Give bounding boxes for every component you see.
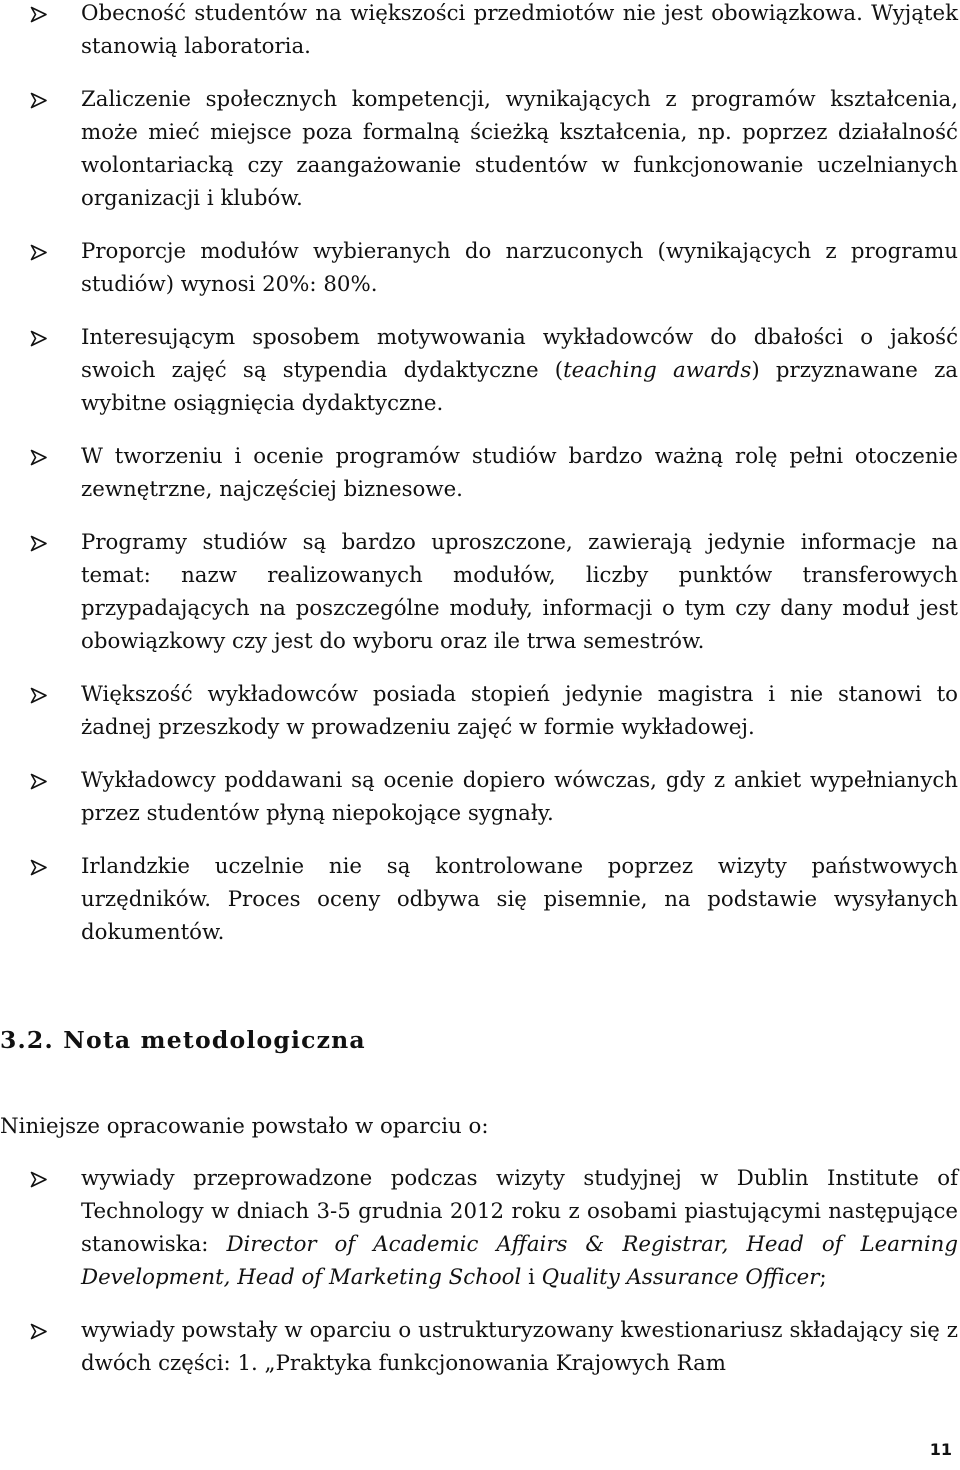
list-item-text: Irlandzkie uczelnie nie są kontrolowane poprzez wizyty państwowych urzędników. Proces oceny odbywa się pisemnie, na podstawie wysyłanych dokumentów.	[81, 854, 958, 945]
list-item	[0, 1314, 960, 1380]
section-number: 3.2.	[0, 1026, 54, 1054]
arrow-bullet-icon	[30, 330, 48, 347]
list-item-text: Wykładowcy poddawani są ocenie dopiero wówczas, gdy z ankiet wypełnianych przez studentów płyną niepokojące sygnały.	[81, 768, 958, 826]
italic-term: Quality Assurance Officer	[541, 1265, 820, 1290]
list-item	[0, 850, 960, 949]
list-item	[0, 321, 960, 420]
arrow-bullet-icon	[30, 1323, 48, 1340]
list-item-text: Proporcje modułów wybieranych do narzuconych (wynikających z programu studiów) wynosi 20%: 80%.	[81, 239, 958, 297]
section-intro: Niniejsze opracowanie powstało w oparciu o:	[0, 1114, 489, 1139]
text-run: ) przyznawane za wybitne osiągnięcia dydaktyczne.	[81, 358, 958, 416]
arrow-bullet-icon	[30, 449, 48, 466]
list-item	[0, 764, 960, 830]
list-item	[0, 83, 960, 215]
section-heading	[0, 1026, 366, 1054]
arrow-bullet-icon	[30, 6, 48, 23]
list-item	[0, 678, 960, 744]
bullet-list-bottom	[0, 1162, 960, 1400]
list-item	[0, 0, 960, 63]
list-item-text: wywiady powstały w oparciu o ustrukturyzowany kwestionariusz składający się z dwóch części: 1. „Praktyka funkcjonowania Krajowych Ram	[81, 1318, 958, 1376]
list-item	[0, 1162, 960, 1294]
arrow-bullet-icon	[30, 859, 48, 876]
page-number: 11	[929, 1440, 952, 1459]
arrow-bullet-icon	[30, 1171, 48, 1188]
italic-term: teaching awards	[563, 358, 752, 383]
arrow-bullet-icon	[30, 687, 48, 704]
list-item	[0, 526, 960, 658]
list-item	[0, 440, 960, 506]
section-title: Nota metodologiczna	[63, 1026, 366, 1054]
list-item-text: Obecność studentów na większości przedmiotów nie jest obowiązkowa. Wyjątek stanowią laboratoria.	[81, 1, 958, 59]
list-item-text: W tworzeniu i ocenie programów studiów bardzo ważną rolę pełni otoczenie zewnętrzne, najczęściej biznesowe.	[81, 444, 958, 502]
list-item-text	[81, 325, 958, 416]
text-run: ;	[819, 1265, 827, 1290]
list-item-text: Programy studiów są bardzo uproszczone, zawierają jedynie informacje na temat: nazw realizowanych modułów, liczby punktów transferowych przypadających na poszczególne moduły, informacji o tym czy dany moduł jest obowiązkowy czy jest do wyboru oraz ile trwa semestrów.	[81, 530, 958, 654]
text-run: Interesującym sposobem motywowania wykładowców do dbałości o jakość swoich zajęć są stypendia dydaktyczne (	[81, 325, 958, 383]
arrow-bullet-icon	[30, 92, 48, 109]
list-item-text: Większość wykładowców posiada stopień jedynie magistra i nie stanowi to żadnej przeszkody w prowadzeniu zajęć w formie wykładowej.	[81, 682, 958, 740]
list-item	[0, 235, 960, 301]
arrow-bullet-icon	[30, 535, 48, 552]
text-run: i	[521, 1265, 542, 1290]
list-item-text	[81, 1166, 958, 1290]
arrow-bullet-icon	[30, 244, 48, 261]
arrow-bullet-icon	[30, 773, 48, 790]
list-item-text: Zaliczenie społecznych kompetencji, wynikających z programów kształcenia, może mieć miejsce poza formalną ścieżką kształcenia, np. poprzez działalność wolontariacką czy zaangażowanie studentów w funkcjonowanie uczelnianych organizacji i klubów.	[81, 87, 958, 211]
text-run: wywiady przeprowadzone podczas wizyty studyjnej w Dublin Institute of Technology w dniach 3-5 grudnia 2012 roku z osobami piastującymi następujące stanowiska:	[81, 1166, 958, 1257]
italic-term: Director of Academic Affairs & Registrar, Head of Learning Development, Head of Marketing School	[81, 1232, 958, 1290]
